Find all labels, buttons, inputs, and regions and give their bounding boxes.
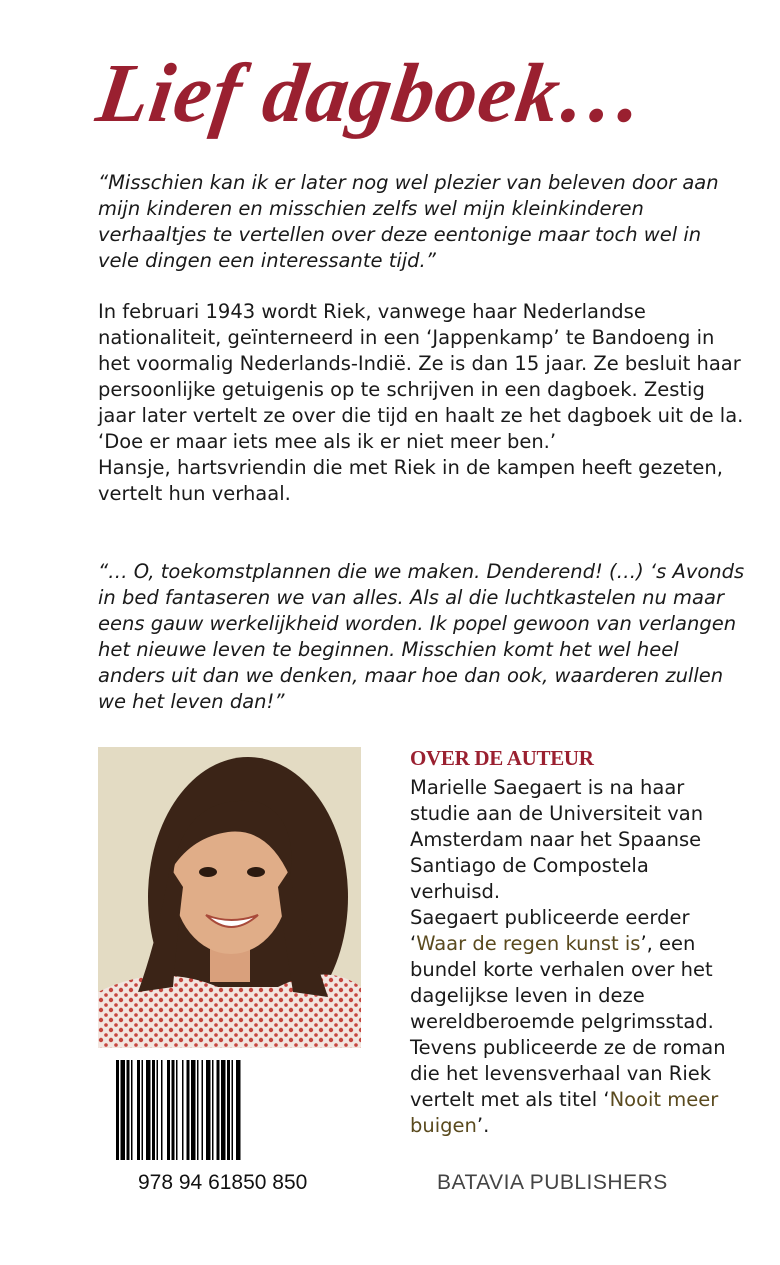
bio-2-suffix: , een bundel korte verhalen over het dagelijkse leven in deze wereldberoemde pelgrimsstad. bbox=[410, 932, 714, 1033]
barcode-bar bbox=[161, 1060, 163, 1160]
author-photo bbox=[98, 747, 361, 1048]
quote-mark: ’ bbox=[640, 932, 647, 955]
author-bio-paragraph-1: Marielle Saegaert is na haar studie aan de Universiteit van Amsterdam naar het Spaanse Santiago de Compostela verhuisd. bbox=[410, 776, 704, 903]
barcode-bar bbox=[137, 1060, 140, 1160]
author-portrait-illustration bbox=[98, 747, 361, 1048]
author-bio-paragraph-3 bbox=[410, 1035, 740, 1139]
author-bio-paragraph-2 bbox=[410, 905, 740, 1035]
barcode-bar bbox=[157, 1060, 159, 1160]
barcode-bar bbox=[131, 1060, 133, 1160]
barcode-bar bbox=[236, 1060, 241, 1160]
book-title-waar-de-regen: Waar de regen kunst is bbox=[416, 932, 641, 955]
barcode-bar bbox=[217, 1060, 220, 1160]
blurb-paragraph-2: Hansje, hartsvriendin die met Riek in de kampen heeft gezeten, vertelt hun verhaal. bbox=[98, 456, 723, 505]
isbn-number: 978 94 61850 850 bbox=[138, 1171, 308, 1194]
barcode-bar bbox=[191, 1060, 196, 1160]
barcode bbox=[116, 1060, 342, 1160]
barcode-bar bbox=[167, 1060, 170, 1160]
diary-excerpt-quote: “… O, toekomstplannen die we maken. Denderend! (…) ‘s Avonds in bed fantaseren we van alles. Als al die luchtkastelen nu maar eens gauw werkelijkheid worden. Ik popel gewoon van verlangen het nieuwe leven te beginnen. Misschien komt het wel heel anders uit dan we denken, maar hoe dan ook, waarderen zullen we het leven dan!” bbox=[98, 560, 745, 713]
barcode-bar bbox=[116, 1060, 119, 1160]
publisher-name: BATAVIA PUBLISHERS bbox=[437, 1171, 668, 1194]
quote-mark: ‘ bbox=[410, 932, 417, 955]
barcode-bar bbox=[187, 1060, 190, 1160]
bio-2-prefix: Saegaert publiceerde eerder bbox=[410, 906, 690, 929]
about-author-heading: OVER DE AUTEUR bbox=[410, 746, 594, 770]
barcode-bar bbox=[152, 1060, 155, 1160]
barcode-bar bbox=[176, 1060, 178, 1160]
barcode-bar bbox=[227, 1060, 230, 1160]
opening-quote: “Misschien kan ik er later nog wel plezier van beleven door aan mijn kinderen en misschien zelfs wel mijn kleinkinderen verhaaltjes te vertellen over deze eentonige maar toch wel in vele dingen een interessante tijd.” bbox=[98, 171, 719, 272]
blurb-text bbox=[98, 299, 748, 507]
quote-mark: ‘ bbox=[603, 1088, 610, 1111]
bio-3-prefix: Tevens publiceerde ze de roman die het levensverhaal van Riek vertelt met als titel bbox=[410, 1036, 726, 1111]
author-bio bbox=[410, 775, 740, 1139]
barcode-bar bbox=[142, 1060, 144, 1160]
barcode-bar bbox=[121, 1060, 126, 1160]
quote-mark: ’ bbox=[476, 1114, 484, 1137]
barcode-bar bbox=[146, 1060, 151, 1160]
barcode-bar bbox=[232, 1060, 234, 1160]
book-title-nooit-meer-buigen: Nooit meer buigen bbox=[410, 1088, 719, 1137]
book-title: Lief dagboek… bbox=[91, 47, 652, 140]
barcode-bar bbox=[202, 1060, 204, 1160]
barcode-bar bbox=[206, 1060, 211, 1160]
barcode-bar bbox=[182, 1060, 184, 1160]
blurb-paragraph-1: In februari 1943 wordt Riek, vanwege haar Nederlandse nationaliteit, geïnterneerd in een ‘Jappenkamp’ te Bandoeng in het voormalig Nederlands-Indië. Ze is dan 15 jaar. Ze besluit haar persoonlijke getuigenis op te schrijven in een dagboek. Zestig jaar later vertelt ze over die tijd en haalt ze het dagboek uit de la. ‘Doe er maar iets mee als ik er niet meer ben.’ bbox=[98, 300, 744, 453]
barcode-bar bbox=[172, 1060, 175, 1160]
barcode-bar bbox=[212, 1060, 214, 1160]
barcode-bar bbox=[127, 1060, 130, 1160]
barcode-bar bbox=[221, 1060, 226, 1160]
barcode-bar bbox=[197, 1060, 199, 1160]
bio-3-suffix: . bbox=[483, 1114, 490, 1137]
